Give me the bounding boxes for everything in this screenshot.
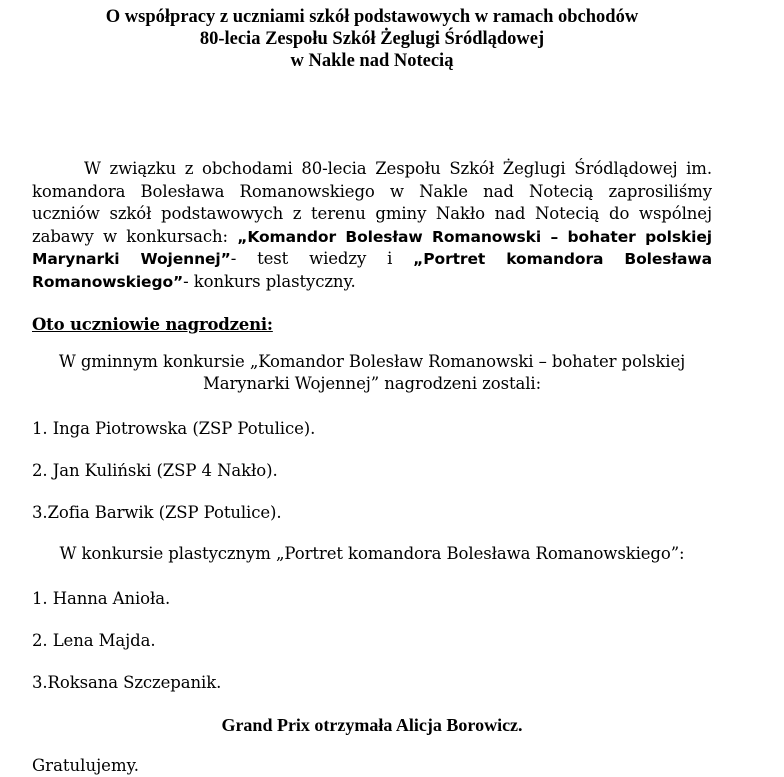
- closing-text: Gratulujemy.: [32, 756, 139, 775]
- intro-text: W związku z obchodami 80-lecia Zespołu Szkół Żeglugi Śródlądowej im. komandora Bolesława Romanowskiego w Nakle nad Notecią zaprosiliśmy uczniów szkół podstawowych z terenu gminy Nakło nad Notecią do wspólnej zabawy w konkursach:: [32, 159, 712, 246]
- title-line: O współpracy z uczniami szkół podstawowych w ramach obchodów: [105, 7, 639, 27]
- article-title: [32, 6, 712, 72]
- article: [32, 6, 712, 777]
- winner-item: 3.Zofia Barwik (ZSP Potulice).: [32, 503, 282, 522]
- contest1-line: W gminnym konkursie „Komandor Bolesław Romanowski – bohater polskiej: [58, 352, 686, 371]
- contest-name-art: „Portret komandora Bolesława Romanowskiego”: [32, 250, 712, 291]
- title-line: w Nakle nad Notecią: [290, 51, 454, 71]
- winner-item: 1. Inga Piotrowska (ZSP Potulice).: [32, 419, 316, 438]
- intro-text: - konkurs plastyczny.: [183, 271, 356, 291]
- grand-prix: Grand Prix otrzymała Alicja Borowicz.: [221, 715, 523, 735]
- intro-text: - test wiedzy i: [230, 249, 414, 268]
- contest1-line: Marynarki Wojennej” nagrodzeni zostali:: [202, 374, 542, 393]
- winner-item: 3.Roksana Szczepanik.: [32, 673, 222, 692]
- winner-item: 2. Jan Kuliński (ZSP 4 Nakło).: [32, 461, 278, 480]
- winners-heading: Oto uczniowie nagrodzeni:: [32, 315, 273, 334]
- winner-item: 1. Hanna Anioła.: [32, 589, 171, 608]
- winner-item: 2. Lena Majda.: [32, 631, 156, 650]
- title-line: 80-lecia Zespołu Szkół Żeglugi Śródlądowej: [199, 29, 545, 49]
- contest1-intro: [32, 351, 712, 395]
- contest-name-knowledge: „Komandor Bolesław Romanowski – bohater polskiej Marynarki Wojennej”: [32, 227, 712, 268]
- intro-paragraph: [32, 158, 712, 293]
- contest2-intro: W konkursie plastycznym „Portret komandora Bolesława Romanowskiego”:: [59, 544, 685, 563]
